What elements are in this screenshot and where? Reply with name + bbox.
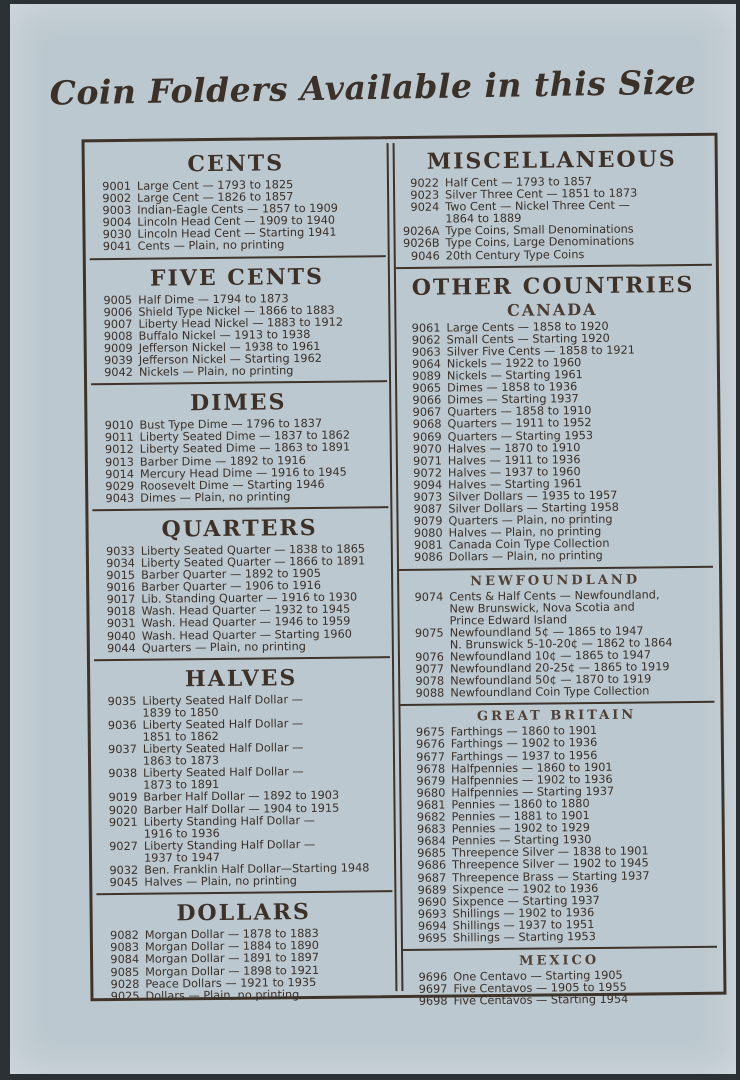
folder-description: Dimes — Plain, no printing	[140, 489, 291, 505]
folder-number: 9008	[103, 329, 133, 343]
section-title: HALVES	[184, 664, 298, 693]
folder-number: 9680	[416, 786, 446, 800]
folder-number: 9030	[102, 228, 132, 242]
folder-description: Canada Coin Type Collection	[448, 537, 610, 552]
folder-number: 9074	[414, 590, 444, 604]
folder-list-item	[395, 199, 709, 226]
folder-number: 9683	[416, 822, 446, 837]
folder-description: Pennies — 1902 to 1929	[451, 821, 590, 836]
folder-number: 9016	[106, 580, 136, 595]
folder-number: 9039	[104, 353, 133, 368]
folder-list-item	[399, 588, 711, 628]
folder-description: Jefferson Nickel — Starting 1962	[138, 351, 323, 367]
folder-description: Dimes — 1858 to 1936	[447, 380, 578, 395]
folder-number: 9081	[413, 538, 443, 553]
folder-description: Halves — Plain, no printing	[448, 525, 602, 540]
folder-number: 9065	[412, 381, 442, 396]
folder-number: 9087	[413, 502, 443, 516]
country-group-newfoundland	[399, 572, 714, 706]
folder-description: Farthings — 1902 to 1936	[450, 736, 598, 751]
folder-number: 9046	[410, 249, 440, 263]
folder-description: Wash. Head Quarter — 1932 to 1945	[141, 602, 351, 619]
folder-number: 9021	[108, 815, 138, 829]
folder-number: 9006	[103, 305, 133, 319]
folder-description: Newfoundland 20-25¢ — 1865 to 1919	[450, 660, 670, 676]
folder-number: 9682	[416, 810, 446, 824]
folder-description: Shield Type Nickel — 1866 to 1883	[138, 303, 335, 319]
folder-description: Silver Five Cents — 1858 to 1921	[446, 343, 635, 359]
folder-description: Buffalo Nickel — 1913 to 1938	[138, 327, 311, 343]
folder-number: 9073	[413, 490, 443, 504]
folder-list-item	[90, 239, 384, 254]
folder-description: Wash. Head Quarter — 1946 to 1959	[141, 615, 351, 631]
folder-number: 9020	[108, 803, 138, 817]
folder-number: 9001	[102, 179, 132, 194]
folder-description: Halves — Starting 1961	[448, 477, 583, 492]
folder-description: Barber Quarter — 1906 to 1916	[141, 579, 322, 594]
folder-description: Halves — Plain, no printing	[144, 874, 297, 889]
folder-description: Halfpennies — 1860 to 1901	[451, 760, 613, 776]
section-title: DIMES	[189, 389, 287, 417]
folder-number: 9043	[105, 491, 135, 505]
folder-number: 9026B	[403, 237, 440, 251]
folder-number: 9084	[110, 953, 140, 967]
folder-number: 9017	[106, 593, 136, 607]
folder-description: Wash. Head Quarter — Starting 1960	[141, 627, 353, 643]
folder-description: Silver Dollars — Starting 1958	[448, 500, 620, 516]
folder-number: 9027	[109, 839, 138, 853]
folder-description: Peace Dollars — 1921 to 1935	[145, 975, 317, 991]
folder-description: Halves — 1870 to 1910	[447, 440, 581, 456]
folder-description: Newfoundland 10¢ — 1865 to 1947	[449, 648, 652, 664]
folder-description: Large Cent — 1793 to 1825	[136, 178, 294, 193]
folder-description: Morgan Dollar — 1891 to 1897	[145, 951, 320, 967]
folder-description: Farthings — 1860 to 1901	[450, 724, 598, 739]
folder-description: Barber Half Dollar — 1904 to 1915	[143, 801, 340, 817]
folder-number: 9698	[418, 994, 448, 1009]
folder-list-item	[96, 814, 390, 841]
folder-number: 9094	[413, 478, 443, 492]
folder-number: 9013	[105, 455, 134, 469]
folder-description: Threepence Brass — Starting 1937	[452, 868, 650, 885]
folder-description: Sixpence — Starting 1937	[452, 893, 600, 909]
folder-description: Pennies — Starting 1930	[451, 833, 592, 848]
folder-description: Silver Dollars — 1935 to 1957	[448, 488, 618, 504]
folder-list-item	[400, 685, 712, 700]
section-title: FIVE CENTS	[149, 263, 325, 292]
folder-description: Lincoln Head Cent — Starting 1941	[137, 226, 337, 242]
folder-description: Liberty Seated Half Dollar — 1851 to 1862	[142, 716, 304, 744]
folder-description: Nickels — Plain, no printing	[138, 364, 294, 379]
folder-description: Ben. Franklin Half Dollar—Starting 1948	[144, 861, 370, 877]
country-group-canada	[396, 300, 713, 570]
folder-description: Morgan Dollar — 1898 to 1921	[145, 963, 320, 979]
folder-number: 9075	[414, 626, 444, 640]
folder-description: Newfoundland Coin Type Collection	[450, 684, 650, 700]
folder-description: Nickels — 1922 to 1960	[446, 356, 582, 371]
folder-number: 9076	[415, 650, 445, 664]
folder-number: 9684	[417, 834, 446, 849]
folder-number: 9029	[105, 479, 135, 493]
folder-number: 9009	[103, 341, 133, 356]
folder-list-item	[95, 765, 389, 792]
folder-number: 9036	[107, 718, 137, 733]
folder-description: Dollars — Plain, no printing	[448, 549, 603, 564]
folder-number: 9693	[417, 907, 447, 921]
folder-number: 9033	[106, 544, 135, 558]
folder-number: 9032	[109, 863, 139, 878]
folder-description: Liberty Standing Half Dollar — 1916 to 1936	[143, 813, 316, 841]
folder-number: 9086	[414, 551, 443, 565]
folder-back-cover	[10, 4, 736, 1074]
section-title: QUARTERS	[161, 514, 318, 543]
folder-number: 9002	[102, 191, 132, 206]
folder-description: Threepence Silver — 1902 to 1945	[452, 856, 649, 872]
folder-number: 9063	[411, 345, 441, 359]
folder-description: Five Centavos — Starting 1954	[453, 992, 629, 1008]
misc-and-foreign-column	[395, 140, 720, 1017]
folder-number: 9685	[417, 846, 447, 861]
folder-number: 9044	[107, 641, 136, 655]
folder-list-item	[94, 640, 388, 655]
country-title: NEWFOUNDLAND	[470, 572, 641, 589]
folder-description: Pennies — 1881 to 1901	[451, 809, 590, 824]
country-group-mexico	[403, 953, 718, 1013]
section-dimes	[91, 390, 388, 511]
country-title: GREAT BRITAIN	[476, 707, 637, 725]
folder-description: Barber Quarter — 1892 to 1905	[141, 566, 321, 582]
folder-number: 9040	[106, 629, 136, 643]
section-title: DOLLARS	[176, 899, 311, 927]
catalog-box	[82, 133, 727, 1009]
folder-description: Halfpennies — 1902 to 1936	[451, 772, 613, 788]
folder-number: 9697	[418, 982, 448, 997]
section-cents	[89, 151, 386, 260]
section-halves	[94, 666, 392, 896]
folder-number: 9010	[104, 419, 134, 433]
folder-description: Halves — 1911 to 1936	[447, 452, 581, 468]
folder-description: Indian-Eagle Cents — 1857 to 1909	[137, 201, 338, 217]
folder-list-item	[95, 717, 389, 744]
folder-description: Nickels — Starting 1961	[446, 368, 583, 383]
folder-number: 9696	[418, 970, 448, 984]
folder-description: Type Coins, Large Denominations	[445, 235, 635, 251]
folder-number: 9022	[410, 176, 440, 190]
folder-list-item	[94, 693, 388, 720]
folder-number: 9080	[413, 526, 443, 541]
folder-description: Liberty Seated Quarter — 1866 to 1891	[140, 554, 366, 570]
section-title: OTHER COUNTRIES	[411, 271, 695, 301]
folder-list-item	[396, 247, 710, 262]
folder-number: 9676	[416, 738, 445, 752]
folder-description: Roosevelt Dime — Starting 1946	[140, 477, 325, 493]
folder-description: Silver Three Cent — 1851 to 1873	[445, 186, 638, 202]
folder-number: 9069	[412, 430, 442, 444]
folder-description: Morgan Dollar — 1878 to 1883	[144, 927, 319, 942]
section-title: MISCELLANEOUS	[426, 146, 677, 175]
folder-description: Quarters — Plain, no printing	[448, 512, 613, 528]
folder-description: Half Dime — 1794 to 1873	[138, 291, 289, 307]
folder-number: 9071	[413, 454, 442, 468]
folder-number: 9078	[415, 674, 445, 689]
folder-list-item	[403, 930, 715, 945]
folder-number: 9062	[411, 333, 441, 347]
folder-description: Barber Dime — 1892 to 1916	[139, 453, 306, 469]
folder-number: 9675	[415, 725, 445, 740]
folder-description: Farthings — 1937 to 1956	[450, 748, 598, 764]
folder-description: Dimes — Starting 1937	[447, 392, 579, 407]
folder-number: 9066	[412, 393, 442, 408]
folder-number: 9083	[110, 941, 140, 955]
folder-description: Dollars — Plain, no printing	[145, 987, 300, 1003]
folder-list-item	[91, 364, 385, 379]
folder-number: 9681	[416, 798, 446, 812]
folder-number: 9004	[102, 216, 132, 230]
folder-description: Bust Type Dime — 1796 to 1837	[139, 417, 323, 432]
folder-number: 9042	[104, 365, 134, 380]
folder-description: Two Cent — Nickel Three Cent — 1864 to 1889	[445, 198, 630, 226]
folder-number: 9689	[417, 883, 447, 897]
folder-description: Threepence Silver — 1838 to 1901	[451, 844, 649, 860]
folder-number: 9679	[416, 774, 446, 788]
folder-number: 9015	[106, 568, 136, 583]
folder-number: 9089	[412, 369, 442, 383]
folder-description: Barber Half Dollar — 1892 to 1903	[143, 789, 340, 805]
folder-number: 9695	[418, 931, 447, 945]
folder-number: 9690	[417, 895, 447, 909]
folder-description: Shillings — 1937 to 1951	[452, 917, 595, 933]
folder-number: 9041	[102, 240, 132, 254]
folder-description: Morgan Dollar — 1884 to 1890	[144, 939, 319, 955]
page-title: Coin Folders Available in this Size	[49, 62, 697, 113]
folder-number: 9025	[110, 989, 140, 1003]
folder-number: 9003	[102, 204, 132, 218]
folder-number: 9018	[106, 605, 136, 619]
folder-number: 9678	[416, 762, 446, 776]
folder-description: One Centavo — Starting 1905	[453, 968, 623, 984]
section-dollars	[97, 900, 394, 1007]
folder-number: 9026A	[402, 224, 440, 239]
section-quarters	[92, 516, 389, 661]
folder-list-item	[95, 741, 389, 768]
folder-number: 9082	[110, 929, 139, 943]
folder-description: Shillings — Starting 1953	[452, 929, 596, 945]
folder-number: 9007	[103, 317, 133, 331]
folder-number: 9045	[109, 875, 139, 890]
folder-number: 9024	[410, 200, 440, 215]
folder-description: Quarters — 1911 to 1952	[447, 416, 592, 431]
folder-list-item	[92, 490, 386, 505]
folder-description: Lincoln Head Cent — 1909 to 1940	[137, 213, 336, 230]
folder-description: Small Cents — Starting 1920	[446, 331, 610, 347]
folder-number: 9085	[110, 965, 140, 979]
section-miscellaneous	[395, 148, 712, 269]
folder-number: 9005	[103, 293, 133, 307]
country-title: CANADA	[506, 299, 598, 320]
folder-description: Sixpence — 1902 to 1936	[452, 881, 599, 897]
folder-number: 9012	[104, 443, 134, 457]
country-group-great-britain	[401, 708, 717, 951]
country-title: MEXICO	[518, 953, 600, 969]
folder-description: Liberty Standing Half Dollar — 1937 to 1947	[143, 837, 316, 865]
folder-description: Liberty Seated Dime — 1837 to 1862	[139, 428, 351, 445]
section-five-cents	[90, 265, 387, 386]
folder-description: Liberty Seated Dime — 1863 to 1891	[139, 440, 351, 457]
folder-number: 9694	[417, 919, 447, 933]
folder-number: 9014	[105, 467, 135, 481]
folder-number: 9023	[410, 188, 440, 203]
folder-description: Half Cent — 1793 to 1857	[444, 175, 593, 190]
folder-description: Liberty Head Nickel — 1883 to 1912	[138, 315, 344, 331]
folder-number: 9064	[412, 357, 441, 371]
folder-description: Quarters — Plain, no printing	[141, 639, 306, 655]
folder-number: 9034	[106, 556, 136, 571]
folder-description: Mercury Head Dime — 1916 to 1945	[139, 465, 347, 481]
folder-number: 9686	[417, 858, 447, 873]
folder-list-item	[97, 988, 391, 1003]
folder-list-item	[399, 549, 711, 564]
folder-number: 9011	[104, 431, 134, 445]
folder-number: 9031	[106, 617, 136, 631]
folder-description: Five Centavos — 1905 to 1955	[453, 980, 627, 996]
folder-number: 9068	[412, 418, 442, 432]
folder-description: Halfpennies — Starting 1937	[451, 784, 615, 800]
folder-number: 9088	[415, 686, 445, 701]
folder-number: 9687	[417, 871, 447, 885]
folder-description: Large Cent — 1826 to 1857	[137, 190, 294, 205]
us-coins-column	[89, 143, 394, 1007]
folder-number: 9067	[412, 405, 442, 420]
folder-list-item	[96, 874, 390, 889]
section-title: CENTS	[187, 150, 285, 178]
folder-description: Jefferson Nickel — 1938 to 1961	[138, 339, 321, 355]
folder-number: 9028	[110, 977, 140, 991]
folder-list-item	[400, 625, 712, 652]
folder-number: 9677	[416, 750, 446, 764]
folder-description: Quarters — Starting 1953	[447, 428, 594, 444]
folder-number: 9079	[413, 514, 443, 529]
folder-description: Newfoundland 50¢ — 1870 to 1919	[450, 672, 652, 688]
folder-description: Lib. Standing Quarter — 1916 to 1930	[141, 590, 358, 607]
section-other-countries	[396, 273, 720, 1016]
folder-description: Cents — Plain, no printing	[137, 238, 285, 254]
folder-description: Shillings — 1902 to 1936	[452, 905, 595, 921]
folder-description: Liberty Seated Half Dollar — 1873 to 1891	[143, 765, 304, 793]
folder-number: 9038	[108, 767, 138, 781]
folder-description: Liberty Seated Quarter — 1838 to 1865	[140, 542, 366, 558]
folder-description: Quarters — 1858 to 1910	[447, 404, 592, 419]
folder-number: 9077	[415, 662, 445, 676]
folder-number: 9061	[411, 321, 441, 335]
folder-number: 9035	[107, 694, 137, 708]
folder-description: 20th Century Type Coins	[445, 247, 585, 263]
folder-description: Newfoundland 5¢ — 1865 to 1947 N. Brunswick 5-10-20¢ — 1862 to 1864	[449, 624, 673, 652]
folder-description: Pennies — 1860 to 1880	[451, 797, 590, 812]
folder-number: 9019	[108, 791, 138, 805]
folder-number: 9072	[413, 466, 443, 480]
folder-number: 9037	[108, 742, 137, 757]
folder-description: Type Coins, Small Denominations	[445, 222, 634, 238]
folder-list-item	[403, 993, 715, 1008]
folder-description: Liberty Seated Half Dollar — 1839 to 1850	[142, 692, 304, 720]
folder-description: Cents & Half Cents — Newfoundland, New Brunswick, Nova Scotia and Prince Edward Island	[449, 587, 660, 628]
folder-description: Halves — 1937 to 1960	[447, 464, 581, 480]
folder-number: 9070	[412, 442, 442, 456]
folder-description: Large Cents — 1858 to 1920	[446, 319, 609, 335]
folder-description: Liberty Seated Half Dollar — 1863 to 1873	[142, 741, 304, 768]
